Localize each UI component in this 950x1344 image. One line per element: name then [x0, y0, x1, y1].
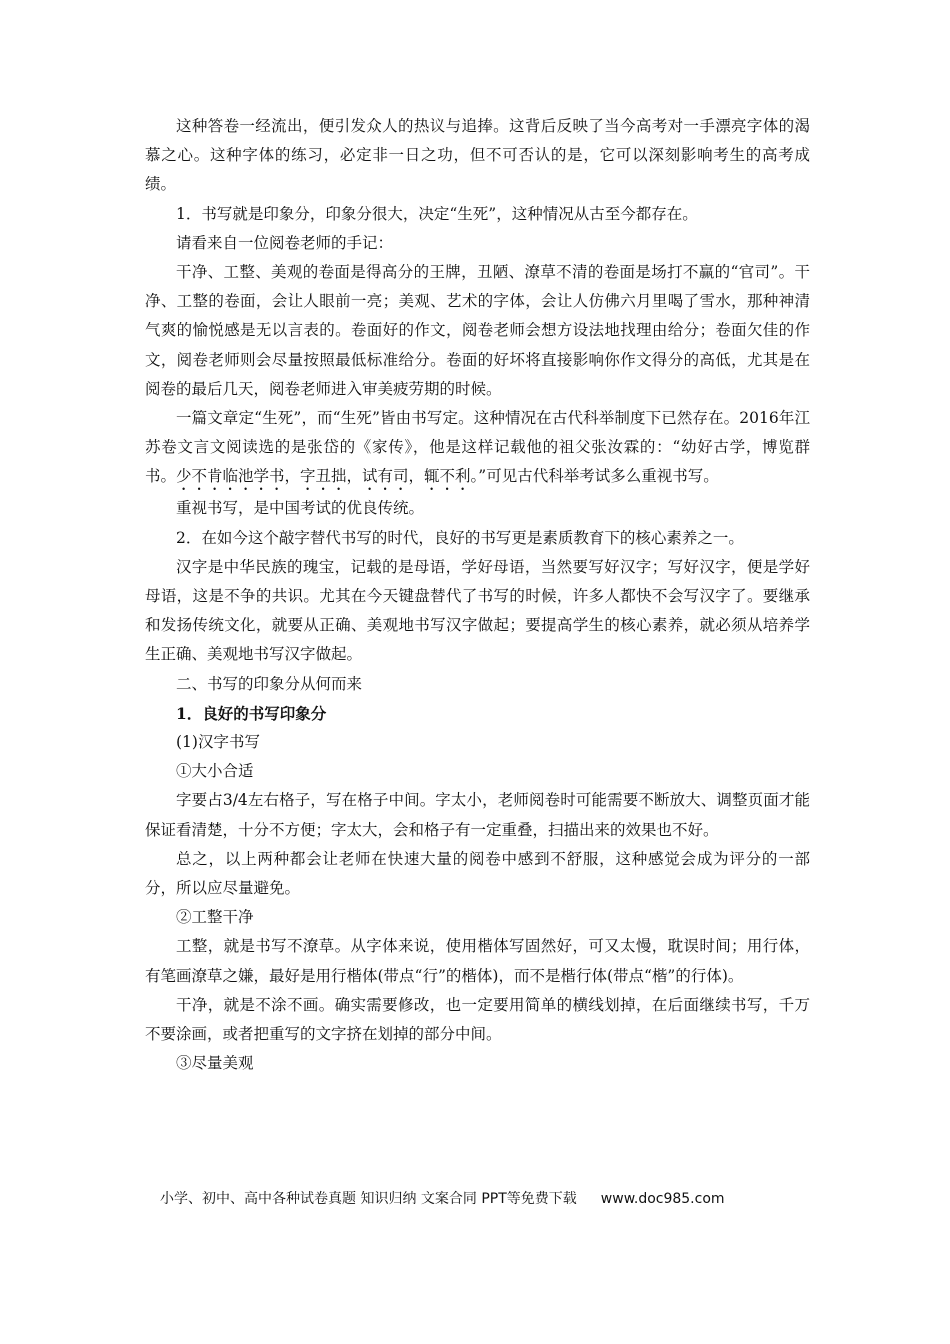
- item-3-heading: ③尽量美观: [176, 1054, 254, 1073]
- item-1-heading: ①大小合适: [176, 762, 254, 781]
- exam-history-text-b: 。”可见古代科举考试多么重视书写。: [470, 467, 719, 486]
- footer-text: 小学、初中、高中各种试卷真题 知识归纳 文案合同 PPT等免费下载: [160, 1191, 577, 1207]
- point-1-heading: 1．书写就是印象分，印象分很大，决定“生死”，这种情况从古至今都存在。: [176, 204, 698, 223]
- paragraph-tradition: 重视书写，是中国考试的优良传统。: [176, 499, 425, 518]
- point-2-heading: 2．在如今这个敲字替代书写的时代，良好的书写更是素质教育下的核心素养之一。: [176, 528, 744, 547]
- section-2-heading: 二、书写的印象分从何而来: [176, 674, 363, 693]
- paragraph-note-intro: 请看来自一位阅卷老师的手记：: [176, 233, 394, 252]
- page-footer: [160, 1188, 725, 1208]
- subsection-1-heading: 1．良好的书写印象分: [176, 703, 327, 723]
- footer-site-link[interactable]: www.doc985.com: [600, 1191, 725, 1207]
- paragraph-neat: 工整，就是书写不潦草。从字体来说，使用楷体写固然好，可又太慢，耽误时间；用行体，有笔画潦草之嫌，最好是用行楷体(带点“行”的楷体)，而不是楷行体(带点“楷”的行体)。: [145, 937, 810, 985]
- document-body: [145, 112, 810, 1079]
- emphasized-quote: 少不肯临池学书，字丑拙，试有司，辄不利: [176, 467, 471, 486]
- paragraph-clean: 干净，就是不涂不画。确实需要修改，也一定要用简单的横线划掉，在后面继续书写，千万不要涂画，或者把重写的文字挤在划掉的部分中间。: [145, 995, 810, 1044]
- paragraph-exam-history: [145, 404, 810, 494]
- subsection-1-1-heading: (1)汉字书写: [176, 733, 260, 752]
- paragraph-chinese-characters: 汉字是中华民族的瑰宝，记载的是母语，学好母语，当然要写好汉字；写好汉字，便是学好母语，这是不争的共识。尤其在今天键盘替代了书写的时候，许多人都快不会写汉字了。要继承和发扬传统文化，就要从正确、美观地书写汉字做起；要提高学生的核心素养，就必须从培养学生正确、美观地书写汉字做起。: [145, 557, 810, 664]
- paragraph-intro: 这种答卷一经流出，便引发众人的热议与追捧。这背后反映了当今高考对一手漂亮字体的渴慕之心。这种字体的练习，必定非一日之功，但不可否认的是，它可以深刻影响考生的高考成绩。: [145, 117, 810, 194]
- paragraph-size-summary: 总之，以上两种都会让老师在快速大量的阅卷中感到不舒服，这种感觉会成为评分的一部分，所以应尽量避免。: [145, 849, 810, 898]
- paragraph-teacher-note: 干净、工整、美观的卷面是得高分的王牌，丑陋、潦草不清的卷面是场打不赢的“官司”。干净、工整的卷面，会让人眼前一亮；美观、艺术的字体，会让人仿佛六月里喝了雪水，那种神清气爽的愉悦感是无以言表的。卷面好的作文，阅卷老师会想方设法地找理由给分；卷面欠佳的作文，阅卷老师则会尽量按照最低标准给分。卷面的好坏将直接影响你作文得分的高低，尤其是在阅卷的最后几天，阅卷老师进入审美疲劳期的时候。: [145, 263, 810, 398]
- item-2-heading: ②工整干净: [176, 908, 254, 927]
- paragraph-size: 字要占3/4左右格子，写在格子中间。字太小，老师阅卷时可能需要不断放大、调整页面才能保证看清楚，十分不方便；字太大，会和格子有一定重叠，扫描出来的效果也不好。: [145, 791, 810, 839]
- exam-history-text-a: 一篇文章定“生死”，而“生死”皆由书写定。这种情况在古代科举制度下已然存在。2016年江苏卷文言文阅读选的是张岱的《家传》，他是这样记载他的祖父张汝霖的：“幼好古学，博览群书。: [145, 409, 810, 486]
